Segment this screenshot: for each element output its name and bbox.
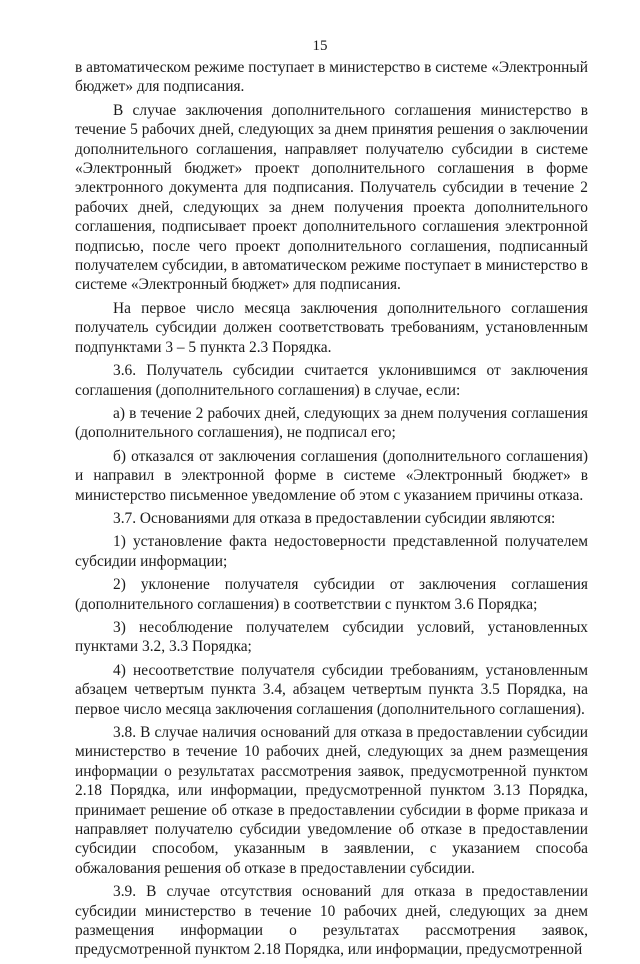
document-body <box>75 58 588 964</box>
paragraph-clause-3-6: 3.6. Получатель субсидии считается уклонившимся от заключения соглашения (дополнительного соглашения) в случае, если: <box>75 362 588 399</box>
paragraph-continuation: в автоматическом режиме поступает в министерство в системе «Электронный бюджет» для подписания. <box>75 59 588 96</box>
paragraph-clause-3-6-b: б) отказался от заключения соглашения (дополнительного соглашения) и направил в электронной форме в системе «Электронный бюджет» в министерство письменное уведомление об этом с указанием причины отказа. <box>75 447 588 504</box>
paragraph-clause-3-8: 3.8. В случае наличия оснований для отказа в предоставлении субсидии министерство в течение 10 рабочих дней, следующих за днем размещения информации о результатах рассмотрения заявок, предусмотренной пунктом 2.18 Порядка, или информации, предусмотренной пунктом 3.13 Порядка, принимает решение об отказе в предоставлении субсидии в форме приказа и направляет получателю субсидии уведомление об отказе в предоставлении субсидии способом, указанным в заявлении, с указанием способа обжалования решения об отказе в предоставлении субсидии. <box>75 724 588 877</box>
paragraph-requirements-date: На первое число месяца заключения дополнительного соглашения получатель субсидии должен соответствовать требованиям, установленным подпунктами 3 – 5 пункта 2.3 Порядка. <box>75 299 588 356</box>
paragraph-clause-3-7-2: 2) уклонение получателя субсидии от заключения соглашения (дополнительного соглашения) в соответствии с пунктом 3.6 Порядка; <box>75 576 588 613</box>
paragraph-clause-3-7-3: 3) несоблюдение получателем субсидии условий, установленных пунктами 3.2, 3.3 Порядка; <box>75 618 588 656</box>
paragraph-clause-3-7-1: 1) установление факта недостоверности представленной получателем субсидии информации; <box>75 533 588 570</box>
paragraph-clause-3-6-a: а) в течение 2 рабочих дней, следующих за днем получения соглашения (дополнительного соглашения), не подписал его; <box>75 404 588 442</box>
paragraph-additional-agreement: В случае заключения дополнительного соглашения министерство в течение 5 рабочих дней, следующих за днем принятия решения о заключении дополнительного соглашения, направляет получателю субсидии в системе «Электронный бюджет» проект дополнительного соглашения в форме электронного документа для подписания. Получатель субсидии в течение 2 рабочих дней, следующих за днем получения проекта дополнительного соглашения, подписывает проект дополнительного соглашения электронной подписью, после чего проект дополнительного соглашения, подписанный получателем субсидии, в автоматическом режиме поступает в министерство в системе «Электронный бюджет» для подписания. <box>75 101 588 294</box>
paragraph-clause-3-9: 3.9. В случае отсутствия оснований для отказа в предоставлении субсидии министерство в течение 10 рабочих дней, следующих за днем размещения информации о результатах рассмотрения заявок, предусмотренной пунктом 2.18 Порядка, или информации, предусмотренной <box>75 883 588 959</box>
paragraph-clause-3-7: 3.7. Основаниями для отказа в предоставлении субсидии являются: <box>113 509 556 527</box>
paragraph-clause-3-7-4: 4) несоответствие получателя субсидии требованиям, установленным абзацем четвертым пункта 3.4, абзацем четвертым пункта 3.5 Порядка, на первое число месяца заключения соглашения (дополнительного соглашения). <box>75 661 588 718</box>
page-number: 15 <box>312 38 328 54</box>
